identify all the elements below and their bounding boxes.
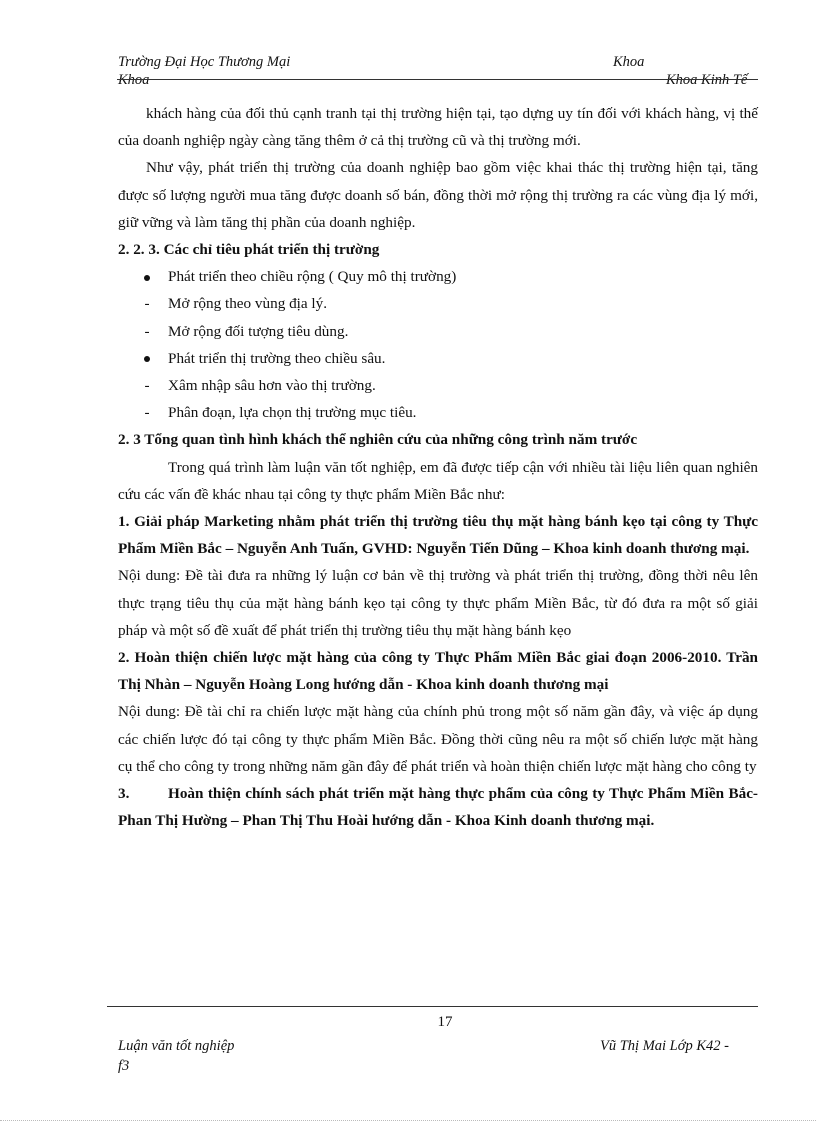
dash-marker: - bbox=[144, 322, 150, 340]
list-item-text: Phát triển theo chiều rộng ( Quy mô thị trường) bbox=[168, 268, 457, 286]
page-number: 17 bbox=[437, 1014, 453, 1030]
footer-divider bbox=[107, 1006, 758, 1007]
page-edge bbox=[0, 1120, 816, 1121]
paragraph-1: khách hàng của đối thủ cạnh tranh tại thị trường hiện tại, tạo dựng uy tín đối với khách hàng, vị thế của doanh nghiệp ngày càng tăng thêm ở cả thị trường cũ và thị trường mới. bbox=[118, 105, 758, 150]
list-item-text: Mở rộng đối tượng tiêu dùng. bbox=[168, 322, 349, 340]
list-item bbox=[118, 290, 758, 317]
reference-1-content: Nội dung: Đề tài đưa ra những lý luận cơ bản về thị trường và phát triển thị trường, đồng thời nêu lên thực trạng tiêu thụ của mặt hàng bánh kẹo tại công ty thực phẩm Miền Bắc, từ đó đưa ra một số giải pháp và một số đề xuất để phát triển thị trường tiêu thụ mặt hàng bánh kẹo bbox=[118, 567, 758, 639]
dash-marker: - bbox=[144, 404, 150, 422]
list-item bbox=[118, 399, 758, 426]
header-faculty-right: Khoa Kinh Tế bbox=[666, 72, 748, 88]
footer-thesis-label: Luận văn tốt nghiệp bbox=[118, 1038, 235, 1054]
bullet-dot-icon bbox=[140, 345, 154, 372]
reference-3-number: 3. bbox=[118, 785, 130, 803]
paragraph-3: Trong quá trình làm luận văn tốt nghiệp, em đã được tiếp cận với nhiều tài liệu liên quan nghiên cứu các vấn đề khác nhau tại công ty thực phẩm Miền Bắc như: bbox=[118, 458, 758, 503]
list-item bbox=[118, 345, 758, 372]
header-faculty-left: Khoa bbox=[118, 72, 150, 88]
reference-1-title: 1. Giải pháp Marketing nhằm phát triển thị trường tiêu thụ mặt hàng bánh kẹo tại công ty Thực Phẩm Miền Bắc – Nguyễn Anh Tuấn, GVHD: Nguyễn Tiến Dũng – Khoa kinh doanh thương mại. bbox=[118, 513, 758, 558]
bullet-dot-icon bbox=[140, 263, 154, 290]
heading-2-3: 2. 3 Tổng quan tình hình khách thể nghiên cứu của những công trình năm trước bbox=[118, 431, 638, 449]
reference-3-title-text: Hoàn thiện chính sách phát triển mặt hàng thực phẩm của công ty Thực Phẩm Miền Bắc- Phan Thị Hường – Phan Thị Thu Hoài hướng dẫn - Khoa Kinh doanh thương mại. bbox=[118, 785, 758, 830]
list-item bbox=[118, 318, 758, 345]
list-item-text: Mở rộng theo vùng địa lý. bbox=[168, 295, 328, 313]
list-item-text: Xâm nhập sâu hơn vào thị trường. bbox=[168, 377, 376, 395]
header-faculty-top: Khoa bbox=[613, 54, 645, 70]
heading-2-2-3: 2. 2. 3. Các chỉ tiêu phát triển thị trường bbox=[118, 241, 380, 259]
indicator-list bbox=[118, 263, 758, 426]
footer-author: Vũ Thị Mai Lớp K42 - bbox=[600, 1038, 729, 1054]
dash-marker: - bbox=[144, 377, 150, 395]
header-university: Trường Đại Học Thương Mại bbox=[118, 54, 291, 70]
paragraph-2: Như vậy, phát triển thị trường của doanh nghiệp bao gồm việc khai thác thị trường hiện tại, tăng được số lượng người mua tăng được doanh số bán, đồng thời mở rộng thị trường ra các vùng địa lý mới, giữ vững và làm tăng thị phần của doanh nghiệp. bbox=[118, 159, 758, 231]
reference-2-title: 2. Hoàn thiện chiến lược mặt hàng của công ty Thực Phẩm Miền Bắc giai đoạn 2006-2010. Trần Thị Nhàn – Nguyễn Hoàng Long hướng dẫn - Khoa kinh doanh thương mại bbox=[118, 649, 758, 694]
dash-marker: - bbox=[144, 295, 150, 313]
body-content bbox=[118, 100, 758, 834]
reference-3-title bbox=[118, 780, 758, 834]
list-item bbox=[118, 372, 758, 399]
header-divider bbox=[117, 79, 758, 80]
footer-code: f3 bbox=[118, 1058, 130, 1074]
reference-2-content: Nội dung: Đề tài chỉ ra chiến lược mặt hàng của chính phủ trong một số năm gần đây, và việc áp dụng các chiến lược đó tại công ty thực phẩm Miền Bắc. Đồng thời cũng nêu ra một số chiến lược mặt hàng cụ thể cho công ty trong những năm gần đây để phát triển và hoàn thiện chiến lược mặt hàng cho công ty bbox=[118, 703, 758, 775]
list-item-text: Phân đoạn, lựa chọn thị trường mục tiêu. bbox=[168, 404, 417, 422]
list-item bbox=[118, 263, 758, 290]
list-item-text: Phát triển thị trường theo chiều sâu. bbox=[168, 349, 386, 367]
